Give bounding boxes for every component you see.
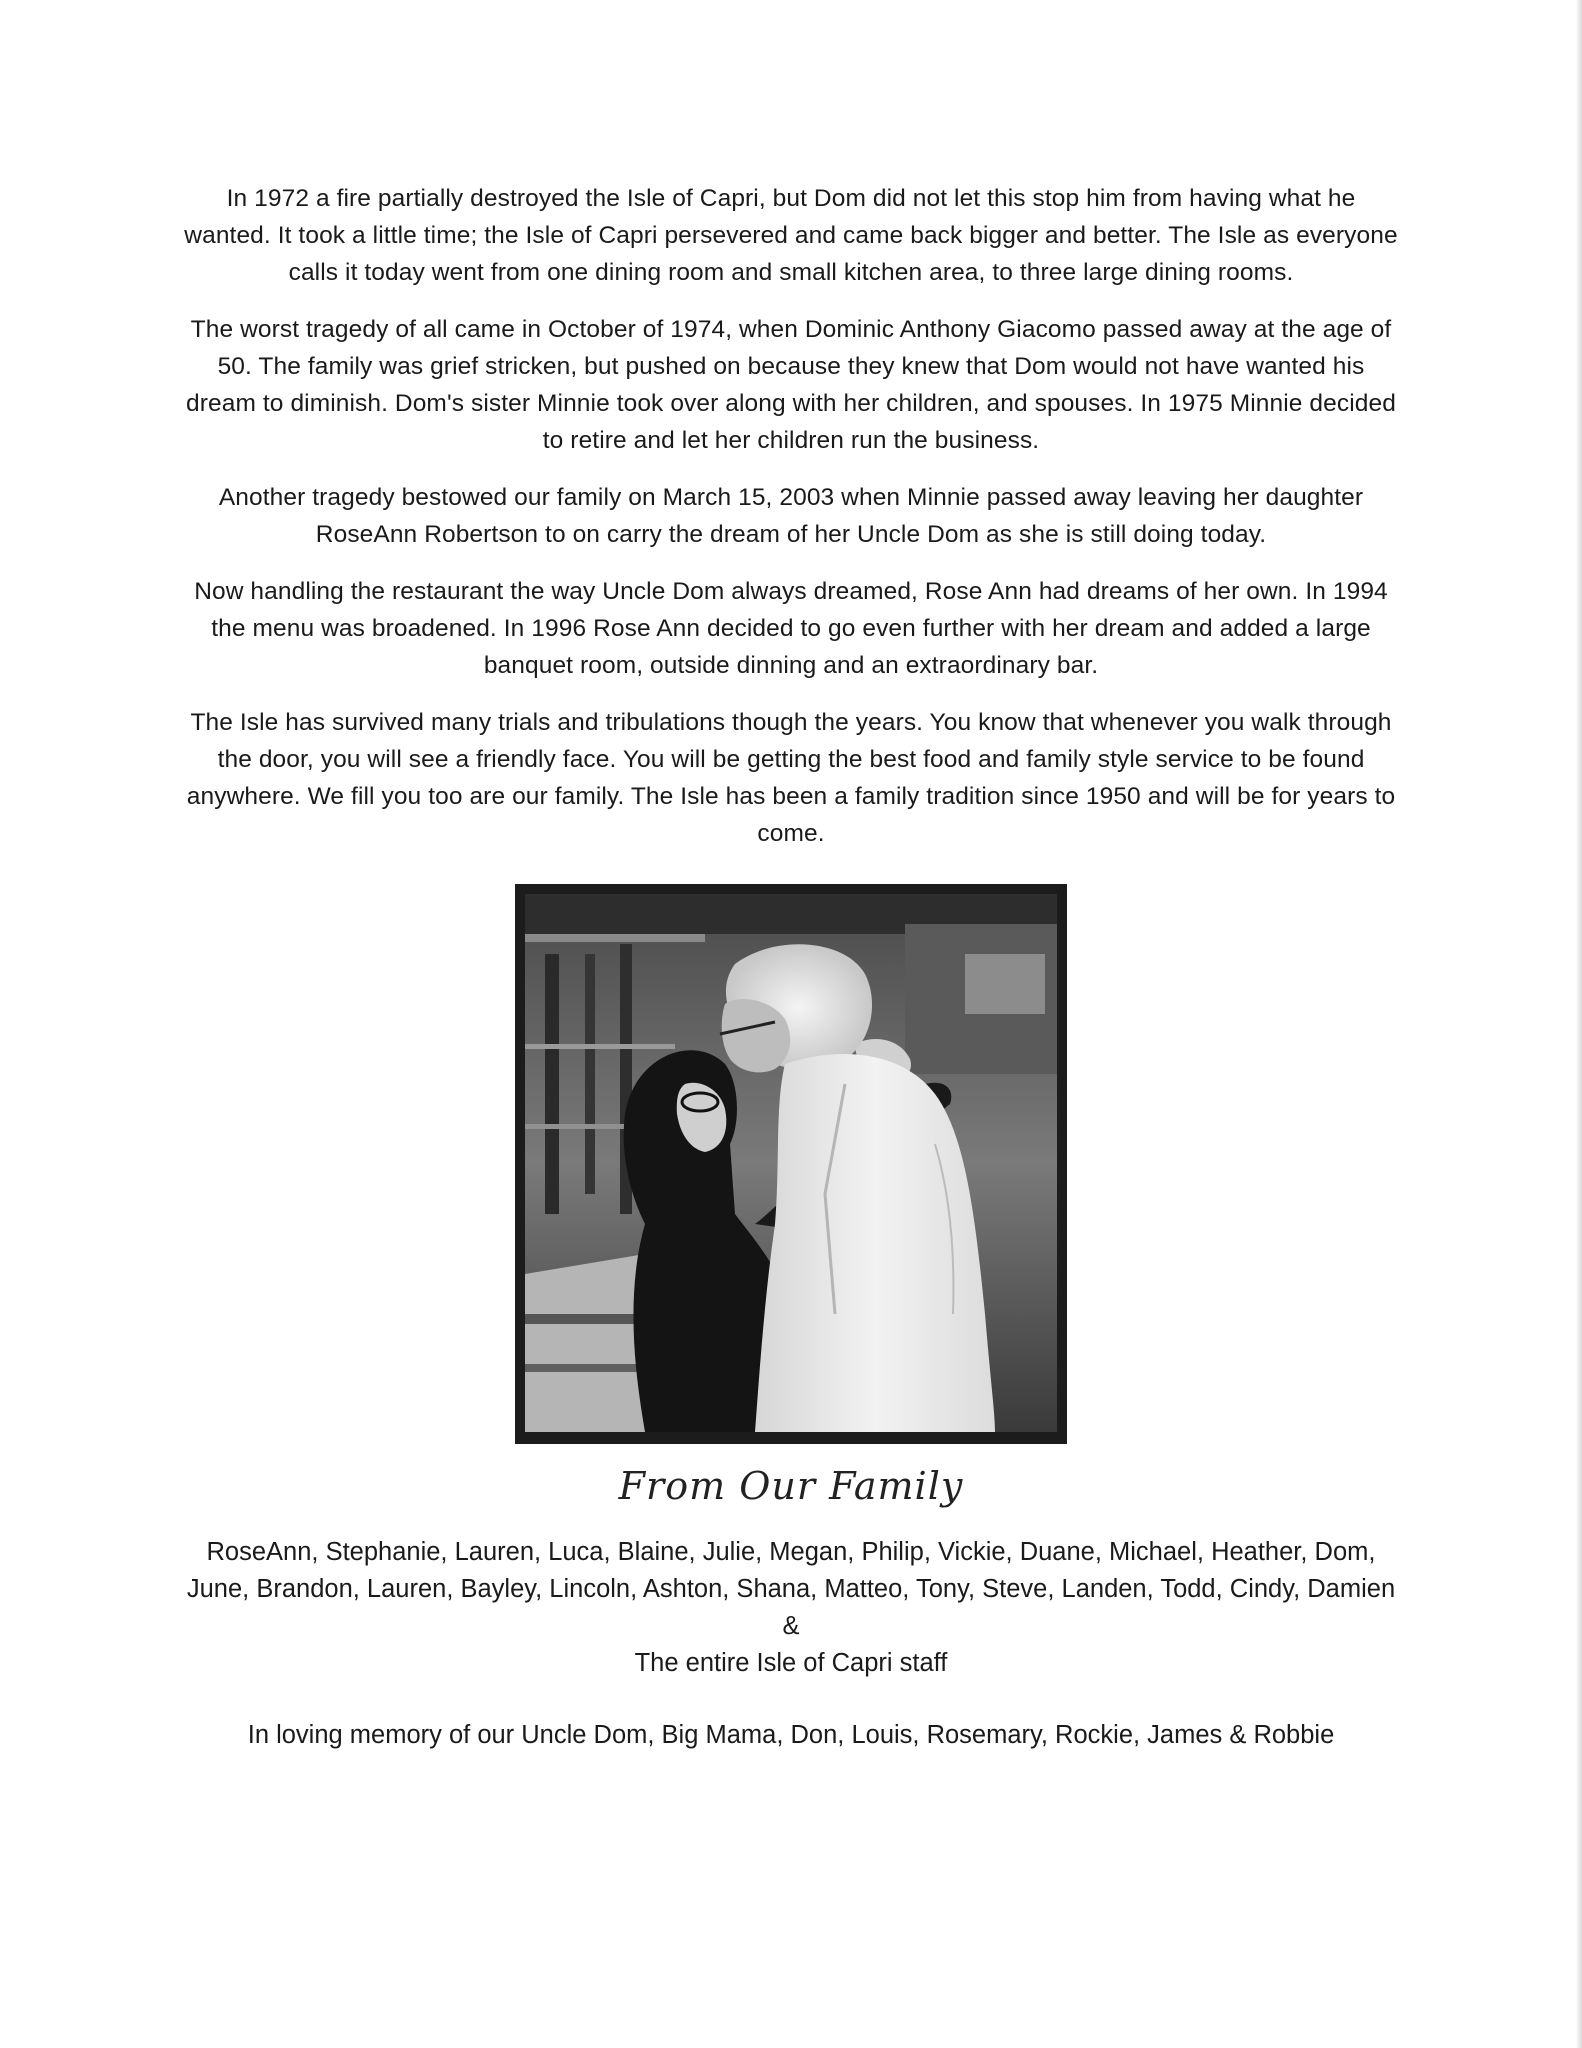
family-photo-frame (515, 884, 1067, 1444)
document-page (180, 180, 1402, 1754)
ampersand: & (782, 1612, 800, 1640)
closing-title: From Our Family (618, 1464, 964, 1508)
history-paragraph-minnie: Another tragedy bestowed our family on March 15, 2003 when Minnie passed away leaving her daughter RoseAnn Robertson to on carry the dream of her Uncle Dom as she is still doing today. (218, 484, 1364, 548)
history-paragraph-tradition: The Isle has survived many trials and tribulations though the years. You know that whenever you walk through the door, you will see a friendly face. You will be getting the best food and family style service to be found anywhere. We fill you too are our family. The Isle has been a family tradition since 1950 and will be for years to come. (186, 709, 1396, 847)
history-paragraph-tragedy: The worst tragedy of all came in October of 1974, when Dominic Anthony Giacomo passed away at the age of 50. The family was grief stricken, but pushed on because they knew that Dom would not have wanted his dream to diminish. Dom's sister Minnie took over along with her children, and spouses. In 1975 Minnie decided to retire and let her children run the business. (186, 316, 1396, 454)
history-paragraph-expansion: Now handling the restaurant the way Uncle Dom always dreamed, Rose Ann had dreams of her own. In 1994 the menu was broadened. In 1996 Rose Ann decided to go even further with her dream and added a large banquet room, outside dinning and an extraordinary bar. (194, 578, 1388, 679)
memorial-line: In loving memory of our Uncle Dom, Big Mama, Don, Louis, Rosemary, Rockie, James & Robbie (247, 1721, 1335, 1749)
family-names: RoseAnn, Stephanie, Lauren, Luca, Blaine, Julie, Megan, Philip, Vickie, Duane, Michael, Heather, Dom, June, Brandon, Lauren, Bayley, Lincoln, Ashton, Shana, Matteo, Tony, Steve, Landen, Todd, Cindy, Damien (186, 1538, 1396, 1603)
history-paragraph-fire: In 1972 a fire partially destroyed the Isle of Capri, but Dom did not let this stop him from having what he wanted. It took a little time; the Isle of Capri persevered and came back bigger and better. The Isle as everyone calls it today went from one dining room and small kitchen area, to three large dining rooms. (184, 185, 1398, 286)
staff-line: The entire Isle of Capri staff (634, 1649, 948, 1677)
scan-edge (1576, 0, 1582, 2048)
family-photo (525, 894, 1057, 1432)
